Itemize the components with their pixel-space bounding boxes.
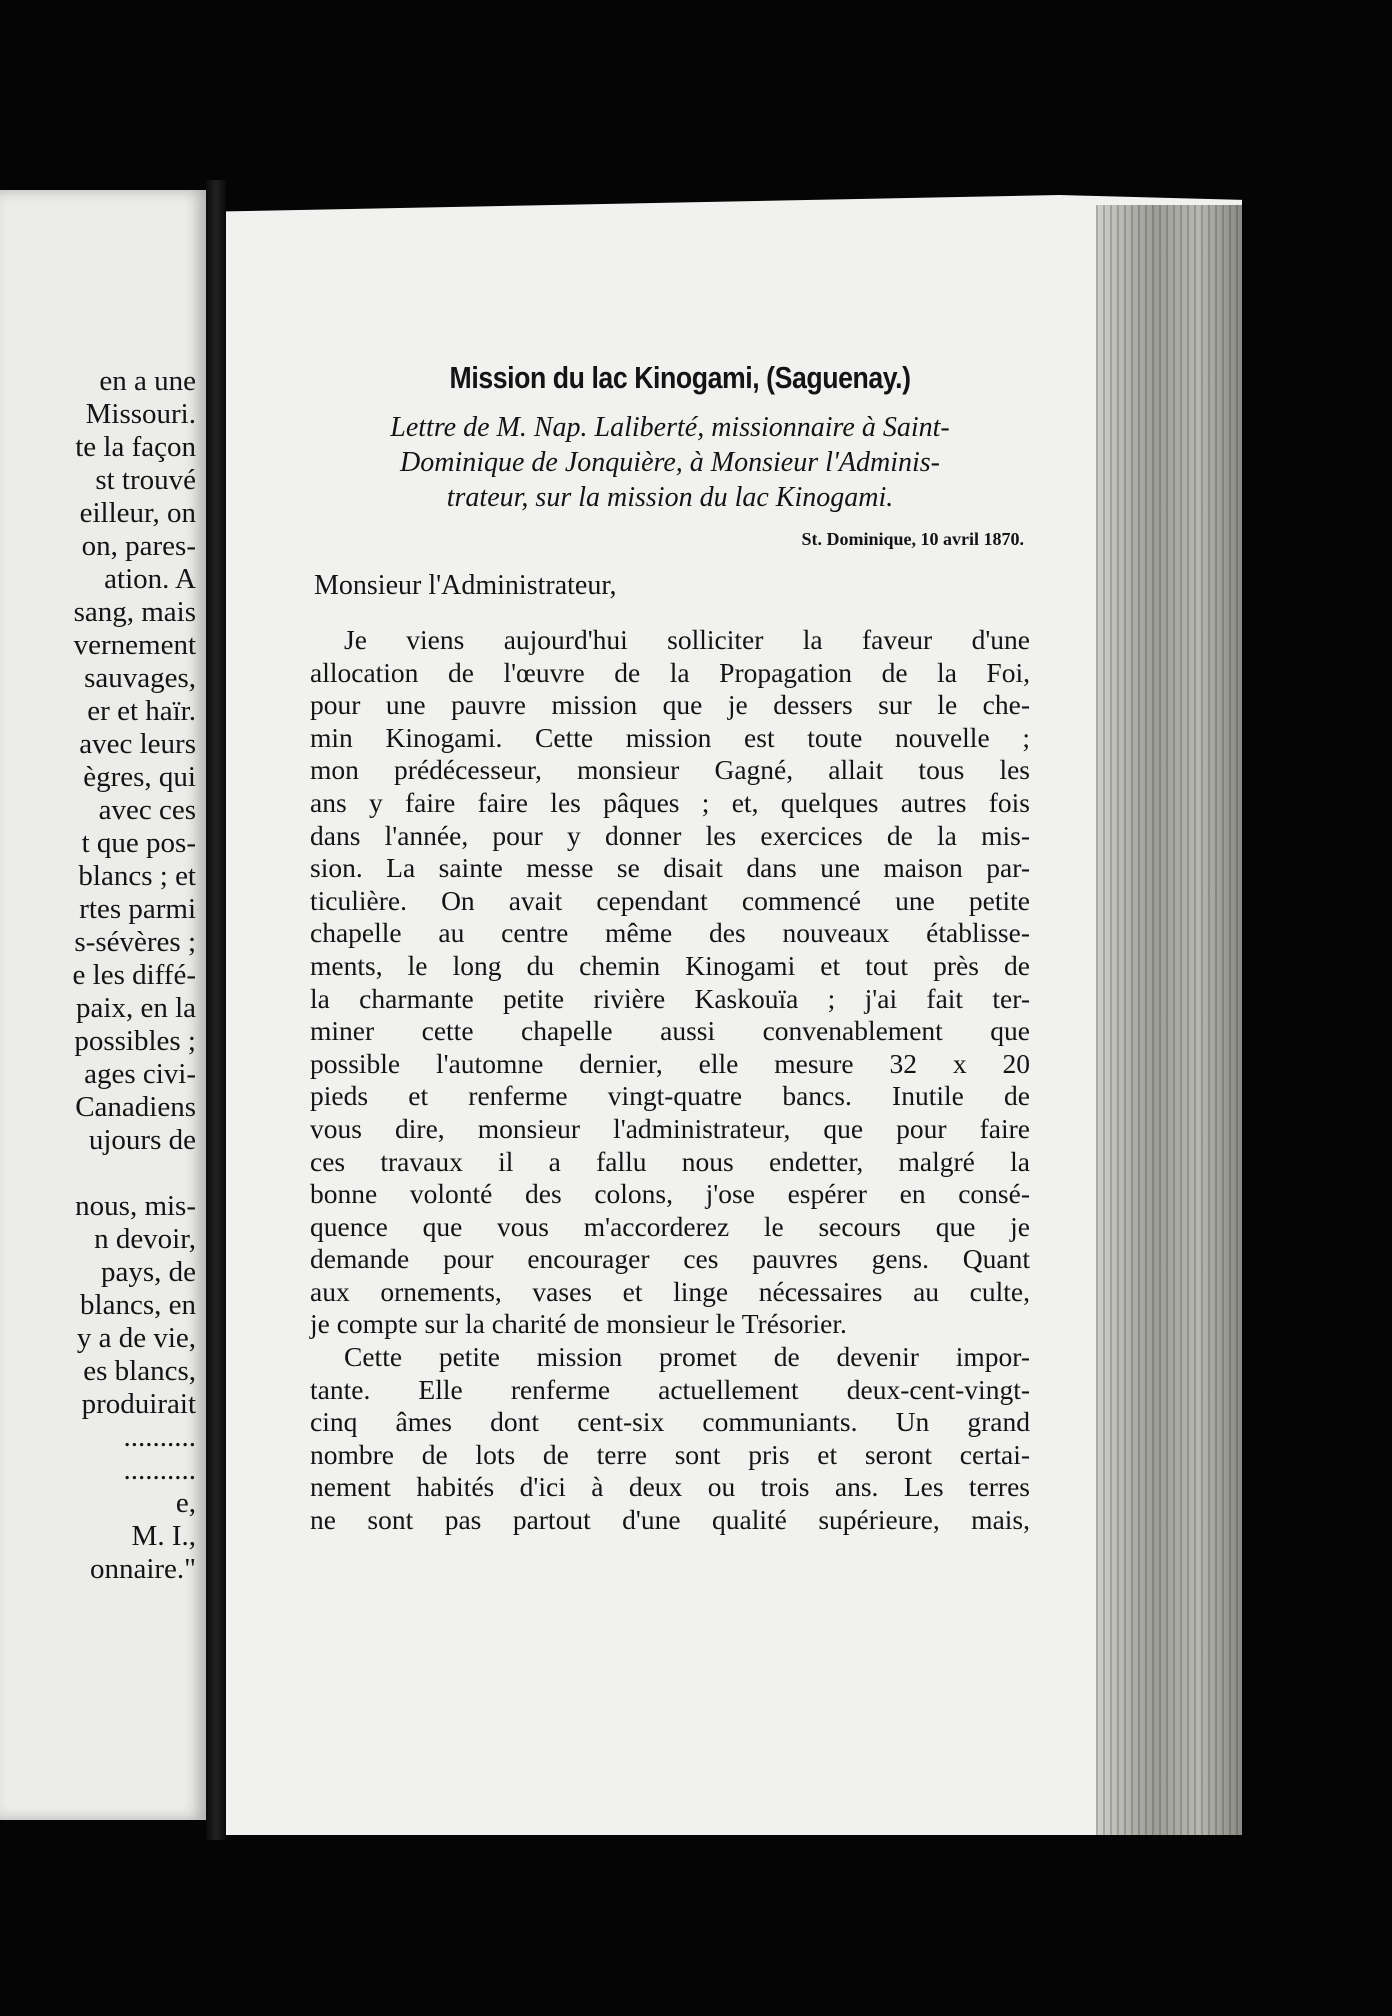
- text-line: es blancs,: [83, 1355, 196, 1387]
- subtitle-line: trateur, sur la mission du lac Kinogami.: [446, 482, 894, 513]
- text-line: blancs, en: [80, 1289, 196, 1321]
- subtitle-line: Lettre de M. Nap. Laliberté, missionnaire à Saint-: [390, 412, 950, 443]
- body-line: nement habités d'ici à deux ou trois ans. Les terres: [310, 1471, 1030, 1503]
- text-line: sauvages,: [84, 662, 196, 694]
- body-line: aux ornements, vases et linge nécessaires au culte,: [310, 1275, 1030, 1307]
- text-line: sang, mais: [73, 596, 196, 628]
- previous-page: [0, 190, 206, 1820]
- body-line: min Kinogami. Cette mission est toute nouvelle ;: [310, 721, 1030, 753]
- body-line: ments, le long du chemin Kinogami et tout près de: [310, 949, 1030, 981]
- dateline: St. Dominique, 10 avril 1870.: [801, 529, 1024, 549]
- text-line: Missouri.: [85, 398, 196, 430]
- body-line: ne sont pas partout d'une qualité supérieure, mais,: [310, 1504, 1030, 1536]
- text-line: te la façon: [75, 431, 196, 463]
- text-line: ages civi-: [84, 1058, 196, 1090]
- text-line: pays, de: [100, 1256, 196, 1288]
- body-line: miner cette chapelle aussi convenablement que: [310, 1015, 1030, 1047]
- body-line: chapelle au centre même des nouveaux établisse-: [310, 917, 1030, 949]
- letter-body: [310, 624, 1030, 1537]
- body-line: tante. Elle renferme actuellement deux-cent-vingt-: [310, 1373, 1030, 1405]
- body-line: dans l'année, pour y donner les exercices de la mis-: [310, 819, 1030, 851]
- text-line: Canadiens: [75, 1091, 196, 1123]
- body-line: nombre de lots de terre sont pris et seront certai-: [310, 1438, 1030, 1470]
- text-line: e,: [175, 1487, 196, 1519]
- body-line: vous dire, monsieur l'administrateur, que pour faire: [310, 1112, 1030, 1144]
- text-line: M. I.,: [131, 1520, 196, 1552]
- body-line: ans y faire faire les pâques ; et, quelques autres fois: [310, 786, 1030, 818]
- body-line: pieds et renferme vingt-quatre bancs. Inutile de: [310, 1080, 1030, 1112]
- previous-page-text: [0, 365, 196, 1586]
- body-line: la charmante petite rivière Kaskouïa ; j'ai fait ter-: [310, 982, 1030, 1014]
- text-line: ation. A: [104, 563, 196, 595]
- body-line: sion. La sainte messe se disait dans une maison par-: [310, 852, 1030, 884]
- text-line: on, pares-: [81, 530, 196, 562]
- body-line: pour une pauvre mission que je dessers sur le che-: [310, 689, 1030, 721]
- body-line: demande pour encourager ces pauvres gens. Quant: [310, 1243, 1030, 1275]
- body-line: Je viens aujourd'hui solliciter la faveur d'une: [344, 624, 1030, 655]
- text-line: n devoir,: [94, 1223, 196, 1255]
- body-line: possible l'automne dernier, elle mesure 32 x 20: [310, 1047, 1030, 1079]
- body-line: allocation de l'œuvre de la Propagation de la Foi,: [310, 656, 1030, 688]
- text-line: possibles ;: [74, 1025, 196, 1057]
- text-line: en a une: [99, 365, 196, 397]
- text-line: blancs ; et: [78, 860, 196, 892]
- text-line: avec ces: [98, 794, 196, 826]
- article: [310, 360, 1030, 1537]
- article-subtitle: [310, 410, 1030, 515]
- text-line: y a de vie,: [76, 1322, 196, 1354]
- text-line: ..........: [123, 1454, 196, 1486]
- body-line: ticulière. On avait cependant commencé une petite: [310, 884, 1030, 916]
- page-edges: [1096, 205, 1242, 1835]
- body-line: ces travaux il a fallu nous endetter, malgré la: [310, 1145, 1030, 1177]
- text-line: rtes parmi: [79, 893, 196, 925]
- body-line: quence que vous m'accorderez le secours que je: [310, 1210, 1030, 1242]
- text-line: paix, en la: [76, 992, 196, 1024]
- text-line: er et haïr.: [87, 695, 196, 727]
- text-line: onnaire.": [89, 1553, 196, 1585]
- text-line: avec leurs: [79, 728, 196, 760]
- text-line: e les diffé-: [72, 959, 196, 991]
- subtitle-line: Dominique de Jonquière, à Monsieur l'Adminis-: [400, 447, 940, 478]
- body-line: Cette petite mission promet de devenir impor-: [344, 1341, 1030, 1373]
- text-line: nous, mis-: [75, 1190, 196, 1222]
- text-line: ..........: [123, 1421, 196, 1453]
- text-line: produirait: [81, 1388, 196, 1420]
- text-line: s-sévères ;: [74, 926, 196, 958]
- body-line: mon prédécesseur, monsieur Gagné, allait tous les: [310, 754, 1030, 786]
- text-line: eilleur, on: [79, 497, 196, 529]
- article-title: Mission du lac Kinogami, (Saguenay.): [449, 360, 911, 395]
- text-line: st trouvé: [95, 464, 196, 496]
- text-line: [0, 1157, 196, 1190]
- salutation: Monsieur l'Administrateur,: [314, 570, 617, 601]
- text-line: t que pos-: [81, 827, 196, 859]
- text-line: ègres, qui: [83, 761, 196, 793]
- text-line: ujours de: [88, 1124, 196, 1156]
- body-line: bonne volonté des colons, j'ose espérer en consé-: [310, 1178, 1030, 1210]
- body-line: je compte sur la charité de monsieur le Trésorier.: [310, 1308, 847, 1340]
- text-line: vernement: [73, 629, 196, 661]
- body-line: cinq âmes dont cent-six communiants. Un grand: [310, 1406, 1030, 1438]
- book-gutter: [206, 180, 226, 1840]
